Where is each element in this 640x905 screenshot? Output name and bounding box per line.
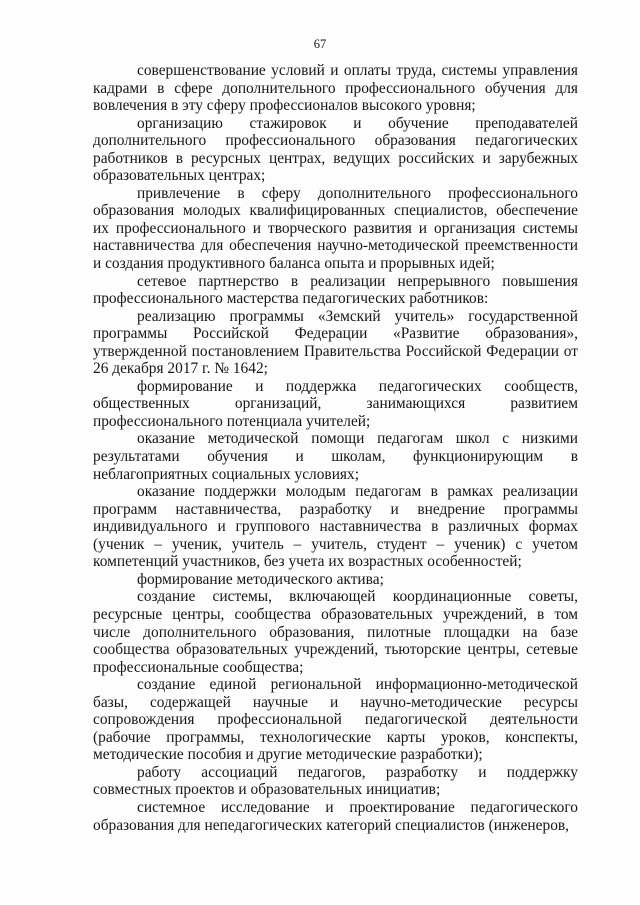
- paragraph: формирование методического актива;: [137, 570, 384, 588]
- paragraph: оказание методической помощи педагогам школ с низкими результатами обучения и школам, функционирующим в неблагоприятных социальных условиях;: [93, 430, 578, 483]
- paragraph: реализацию программы «Земский учитель» государственной программы Российской Федерации «Развитие образования», утвержденной постановлением Правительства Российской Федерации от 26 декабря 2017 г. № 1642;: [93, 307, 578, 378]
- paragraph: работу ассоциаций педагогов, разработку и поддержку совместных проектов и образовательных инициатив;: [93, 763, 578, 799]
- paragraph: организацию стажировок и обучение преподавателей дополнительного профессионального образования педагогических работников в ресурсных центрах, ведущих российских и зарубежных образовательных центрах;: [93, 114, 578, 185]
- paragraph: совершенствование условий и оплаты труда, системы управления кадрами в сфере дополнительного профессионального обучения для вовлечения в эту сферу профессионалов высокого уровня;: [93, 62, 578, 115]
- paragraph: системное исследование и проектирование педагогического образования для непедагогических категорий специалистов (инженеров,: [93, 798, 578, 834]
- paragraph: создание единой региональной информационно-методической базы, содержащей научные и научно-методические ресурсы сопровождения профессиональной педагогической деятельности (рабочие программы, технологические карты уроков, конспекты, методические пособия и другие методические разработки);: [93, 676, 578, 764]
- paragraph: привлечение в сферу дополнительного профессионального образования молодых квалифицированных специалистов, обеспечение их профессионального и творческого развития и организация системы наставничества для обеспечения научно-методической преемственности и создания продуктивного баланса опыта и прорывных идей;: [93, 184, 578, 273]
- paragraph: сетевое партнерство в реализации непрерывного повышения профессионального мастерства педагогических работников:: [93, 272, 578, 308]
- page-number: 67: [313, 37, 327, 51]
- paragraph: формирование и поддержка педагогических сообществ, общественных организаций, занимающихся развитием профессионального потенциала учителей;: [93, 377, 578, 430]
- paragraph: создание системы, включающей координационные советы, ресурсные центры, сообщества образовательных учреждений, в том числе дополнительного образования, пилотные площадки на базе сообщества образовательных учреждений, тьюторские центры, сетевые профессиональные сообщества;: [93, 588, 578, 676]
- paragraph: оказание поддержки молодым педагогам в рамках реализации программ наставничества, разработку и внедрение программы индивидуального и группового наставничества в различных формах (ученик – ученик, учитель – учитель, студент – ученик) с учетом компетенций участников, без учета их возрастных особенностей;: [93, 483, 578, 571]
- body-text: [93, 62, 578, 834]
